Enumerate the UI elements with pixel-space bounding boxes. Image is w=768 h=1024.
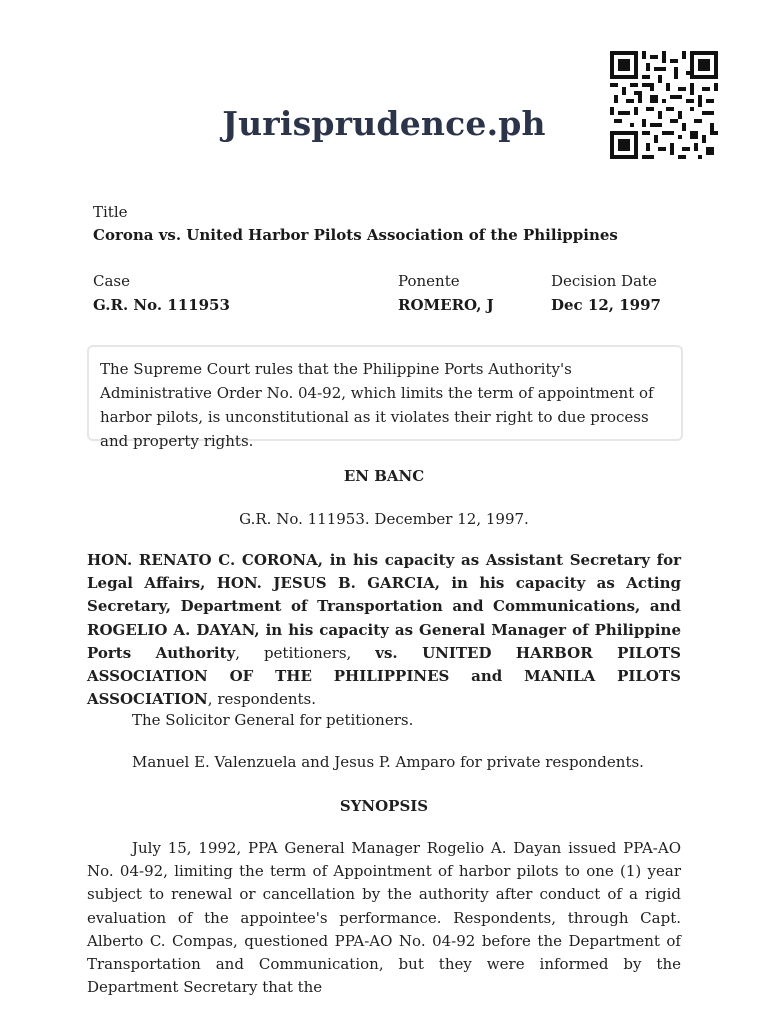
- counsel-petitioners: The Solicitor General for petitioners.: [132, 711, 414, 729]
- case-value: G.R. No. 111953: [93, 296, 230, 314]
- site-title[interactable]: Jurisprudence.ph: [222, 104, 546, 143]
- summary-box: The Supreme Court rules that the Philippine Ports Authority's Administrative Order No. 04-92, which limits the term of appointment of harbor pilots, is unconstitutional as it violates their right to due process and property rights.: [87, 345, 683, 441]
- synopsis-heading: SYNOPSIS: [339, 797, 429, 815]
- respondents-names: vs. UNITED HARBOR PILOTS ASSOCIATION OF THE PHILIPPINES and MANILA PILOTS ASSOCIATION: [87, 643, 681, 709]
- counsel-respondents: Manuel E. Valenzuela and Jesus P. Amparo for private respondents.: [132, 753, 644, 771]
- ponente-value: ROMERO, J: [398, 296, 494, 314]
- decision-date-value: Dec 12, 1997: [551, 296, 661, 314]
- decision-date-label: Decision Date: [551, 272, 657, 290]
- parties-paragraph: [87, 549, 681, 711]
- petitioners-role: , petitioners,: [235, 643, 376, 662]
- petitioners-names: HON. RENATO C. CORONA, in his capacity as Assistant Secretary for Legal Affairs, HON. JESUS B. GARCIA, in his capacity as Acting Secretary, Department of Transportation and Communications, and ROGELIO A. DAYAN, in his capacity as General Manager of Philippine Ports Authority: [87, 551, 681, 662]
- qr-code-icon: [610, 51, 718, 159]
- title-label: Title: [93, 203, 128, 221]
- case-number-line: G.R. No. 111953. December 12, 1997.: [239, 510, 529, 528]
- title-value: Corona vs. United Harbor Pilots Association of the Philippines: [93, 226, 618, 244]
- respondents-role: , respondents.: [207, 690, 316, 709]
- ponente-label: Ponente: [398, 272, 460, 290]
- case-label: Case: [93, 272, 130, 290]
- division-heading: EN BANC: [343, 467, 425, 485]
- synopsis-paragraph: July 15, 1992, PPA General Manager Rogelio A. Dayan issued PPA-AO No. 04-92, limiting the term of Appointment of harbor pilots to one (1) year subject to renewal or cancellation by the authority after conduct of a rigid evaluation of the appointee's performance. Respondents, through Capt. Alberto C. Compas, questioned PPA-AO No. 04-92 before the Department of Transportation and Communication, but they were informed by the Department Secretary that the: [87, 839, 681, 997]
